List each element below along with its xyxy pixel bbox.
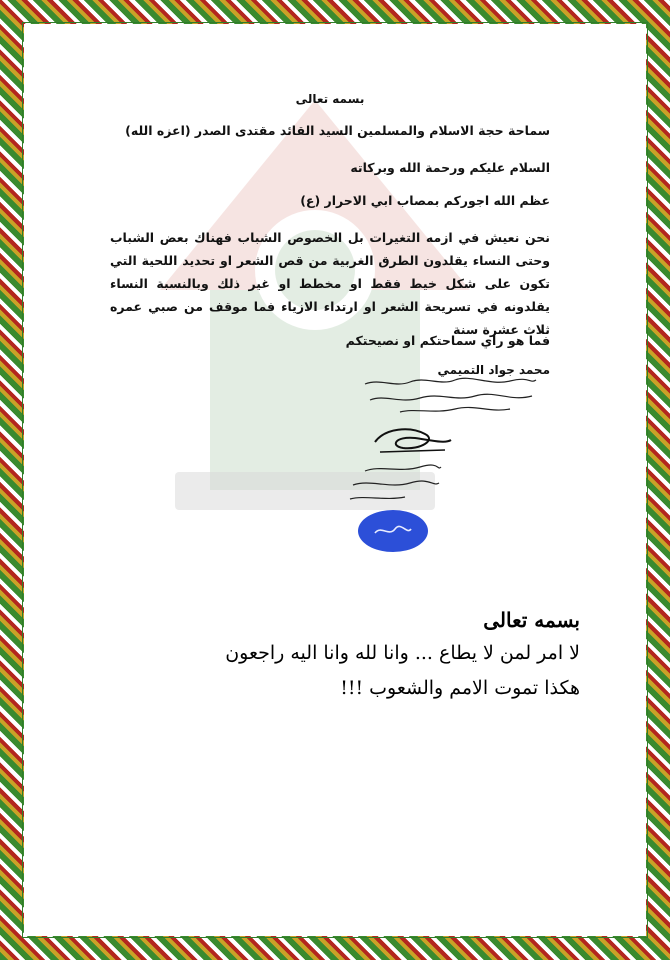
typed-reply-title: بسمه تعالى <box>483 608 580 632</box>
handwritten-reply <box>360 372 540 416</box>
letter-question: فما هو راي سماحتكم او نصيحتكم <box>345 333 550 348</box>
letter-condolence: عظم الله اجوركم بمصاب ابي الاحرار (ع) <box>300 193 550 208</box>
letter-greeting: السلام عليكم ورحمة الله وبركاته <box>350 160 550 175</box>
stamp-seal-icon <box>371 521 415 541</box>
letter-signature: محمد جواد التميمي <box>437 363 550 377</box>
letter-basmala: بسمه تعالى <box>295 92 365 106</box>
handwritten-date <box>345 457 445 507</box>
letter-addressee: سماحة حجة الاسلام والمسلمين السيد القائد مقتدى الصدر (اعزه الله) <box>125 123 550 138</box>
office-stamp <box>358 510 428 552</box>
typed-reply-line1: لا امر لمن لا يطاع ... وانا لله وانا اليه راجعون <box>225 642 580 664</box>
letter-body: نحن نعيش في ازمه التغيرات بل الخصوص الشباب فهناك بعض الشباب وحتى النساء يقلدون الطرق الغربية من قص الشعر او تحديد اللحية التي تكون على شكل خيط فقط او مخطط او غير ذلك وبالنسبة النساء يقلدونه في تسريحة الشعر او ارتداء الازياء فما موقف من صبي عمره ثلاث عشرة سنة <box>110 230 550 337</box>
typed-reply-line2: هكذا تموت الامم والشعوب !!! <box>340 677 580 699</box>
handwritten-signature <box>365 420 455 460</box>
